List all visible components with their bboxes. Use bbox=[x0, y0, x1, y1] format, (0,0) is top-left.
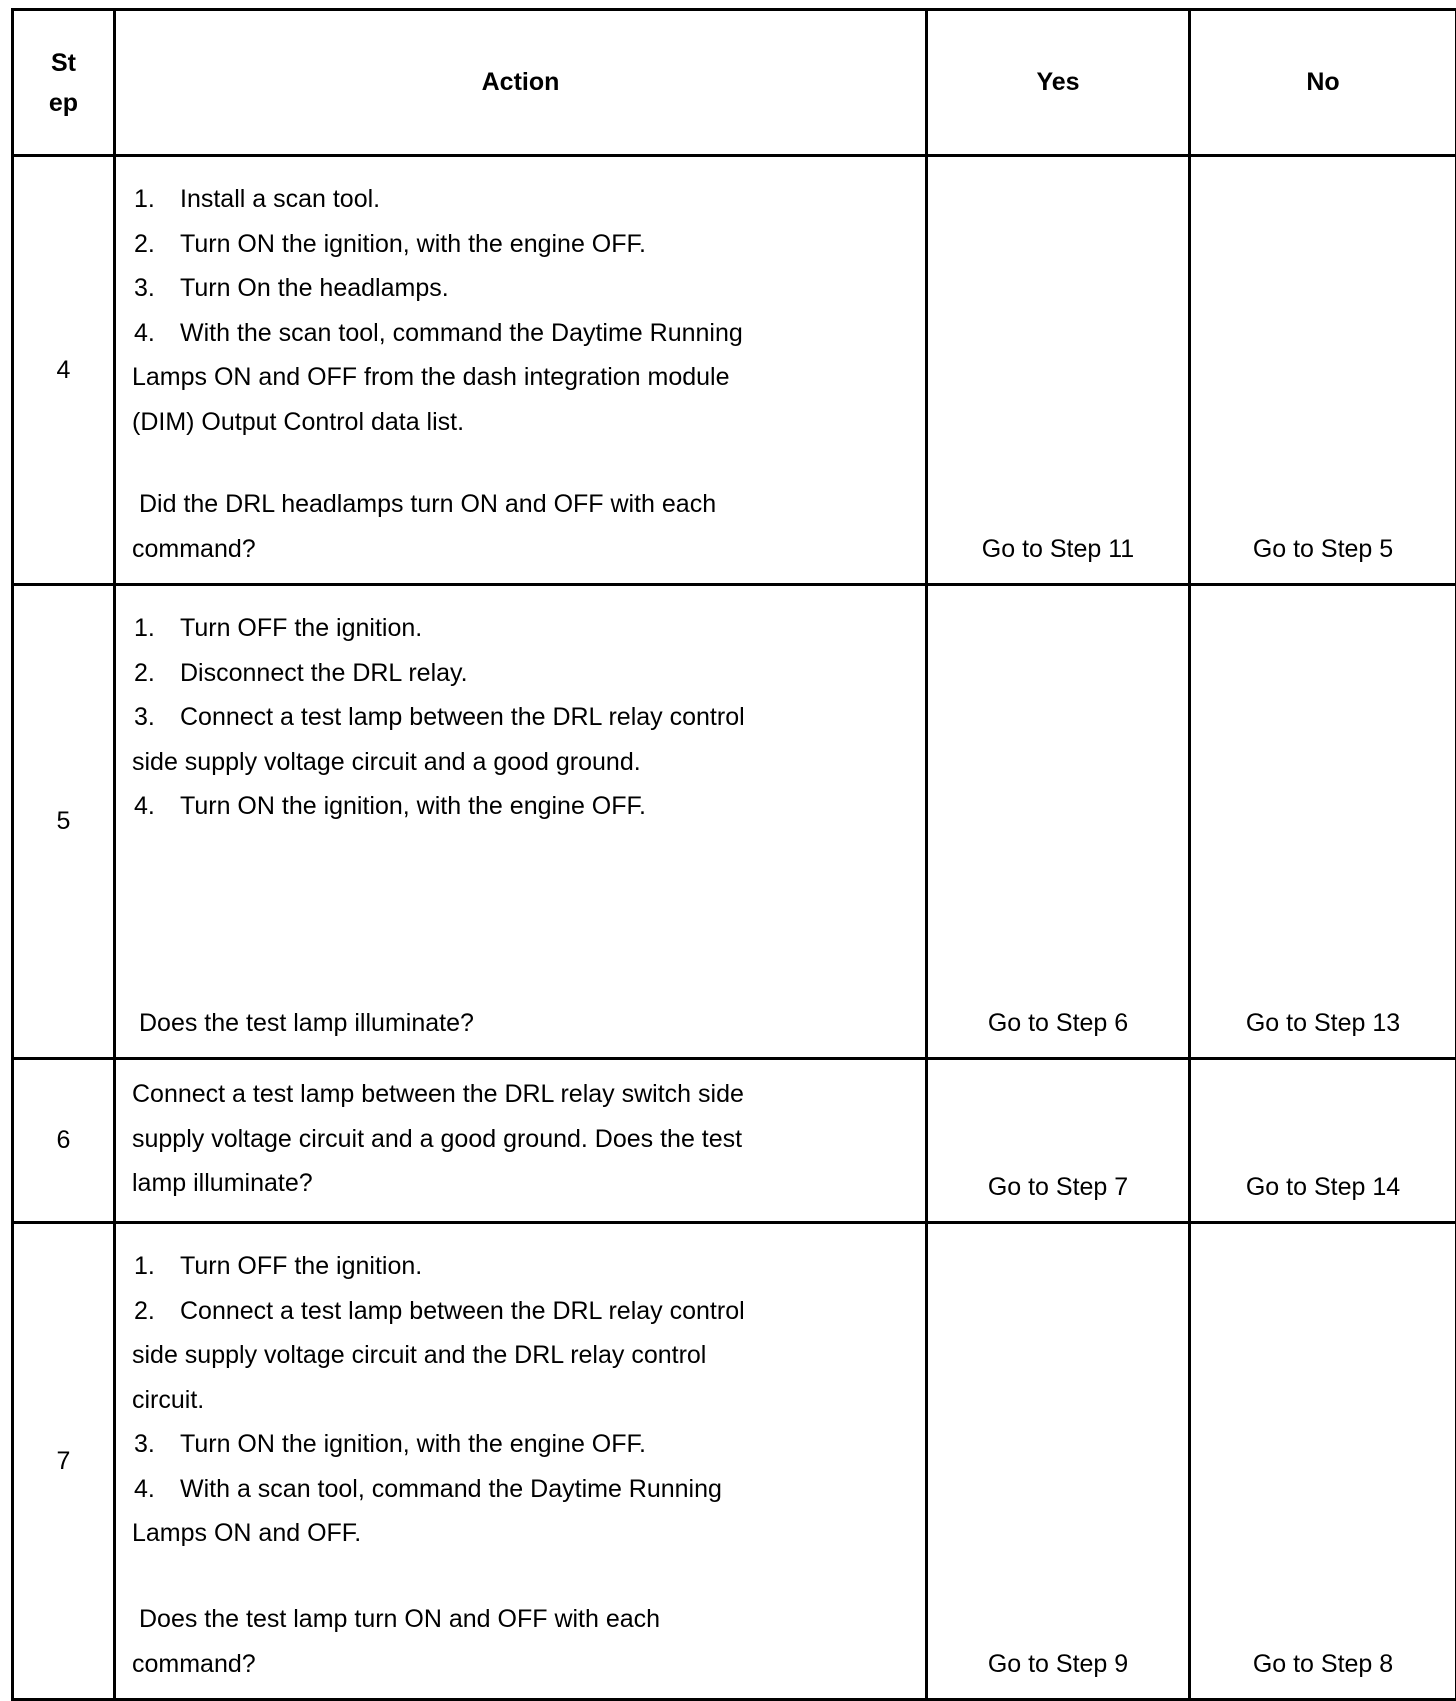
yes-result: Go to Step 11 bbox=[927, 156, 1190, 585]
table-row bbox=[13, 156, 1456, 585]
instruction-line: 1. Turn OFF the ignition. bbox=[132, 1244, 909, 1289]
header-row bbox=[13, 10, 1456, 156]
instruction-line: 1. Install a scan tool. bbox=[132, 177, 909, 222]
step-question: Does the test lamp illuminate? bbox=[132, 1001, 474, 1046]
table-row bbox=[13, 1059, 1456, 1223]
step-number: 4 bbox=[13, 156, 115, 585]
instruction-continuation: Lamps ON and OFF. bbox=[132, 1511, 909, 1556]
instruction-continuation: side supply voltage circuit and a good ground. bbox=[132, 740, 909, 785]
no-result: Go to Step 13 bbox=[1190, 585, 1456, 1059]
instruction-line: 4. With a scan tool, command the Daytime Running bbox=[132, 1467, 909, 1512]
table-row bbox=[13, 1223, 1456, 1700]
action-cell bbox=[115, 1059, 927, 1223]
instruction-continuation: (DIM) Output Control data list. bbox=[132, 400, 909, 445]
step-number: 5 bbox=[13, 585, 115, 1059]
instruction-continuation: Lamps ON and OFF from the dash integration module bbox=[132, 355, 909, 400]
action-cell bbox=[115, 156, 927, 585]
action-text-line: lamp illuminate? bbox=[132, 1161, 909, 1206]
yes-result: Go to Step 9 bbox=[927, 1223, 1190, 1700]
header-step: St ep bbox=[13, 10, 115, 156]
instruction-line: 3. Turn ON the ignition, with the engine OFF. bbox=[132, 1422, 909, 1467]
action-text-line: Connect a test lamp between the DRL relay switch side bbox=[132, 1072, 909, 1117]
diagnostic-steps-table bbox=[11, 8, 1456, 1701]
no-result: Go to Step 8 bbox=[1190, 1223, 1456, 1700]
instruction-continuation: circuit. bbox=[132, 1378, 909, 1423]
instruction-line: 3. Connect a test lamp between the DRL relay control bbox=[132, 695, 909, 740]
yes-result: Go to Step 6 bbox=[927, 585, 1190, 1059]
instruction-line: 3. Turn On the headlamps. bbox=[132, 266, 909, 311]
action-text-line: supply voltage circuit and a good ground. Does the test bbox=[132, 1117, 909, 1162]
action-cell bbox=[115, 585, 927, 1059]
step-number: 6 bbox=[13, 1059, 115, 1223]
no-result: Go to Step 14 bbox=[1190, 1059, 1456, 1223]
instruction-line: 2. Connect a test lamp between the DRL relay control bbox=[132, 1289, 909, 1334]
step-question: Did the DRL headlamps turn ON and OFF with each command? bbox=[132, 482, 716, 571]
header-step-full bbox=[0, 0, 1, 1]
instruction-line: 2. Disconnect the DRL relay. bbox=[132, 651, 909, 696]
header-no: No bbox=[1190, 10, 1456, 156]
instruction-line: 4. Turn ON the ignition, with the engine OFF. bbox=[132, 784, 909, 829]
header-action: Action bbox=[115, 10, 927, 156]
no-result: Go to Step 5 bbox=[1190, 156, 1456, 585]
yes-result: Go to Step 7 bbox=[927, 1059, 1190, 1223]
header-yes: Yes bbox=[927, 10, 1190, 156]
action-cell bbox=[115, 1223, 927, 1700]
instruction-line: 2. Turn ON the ignition, with the engine OFF. bbox=[132, 222, 909, 267]
instruction-line: 4. With the scan tool, command the Daytime Running bbox=[132, 311, 909, 356]
table-row bbox=[13, 585, 1456, 1059]
instruction-continuation: side supply voltage circuit and the DRL relay control bbox=[132, 1333, 909, 1378]
instruction-line: 1. Turn OFF the ignition. bbox=[132, 606, 909, 651]
step-number: 7 bbox=[13, 1223, 115, 1700]
step-question: Does the test lamp turn ON and OFF with each command? bbox=[132, 1597, 660, 1686]
